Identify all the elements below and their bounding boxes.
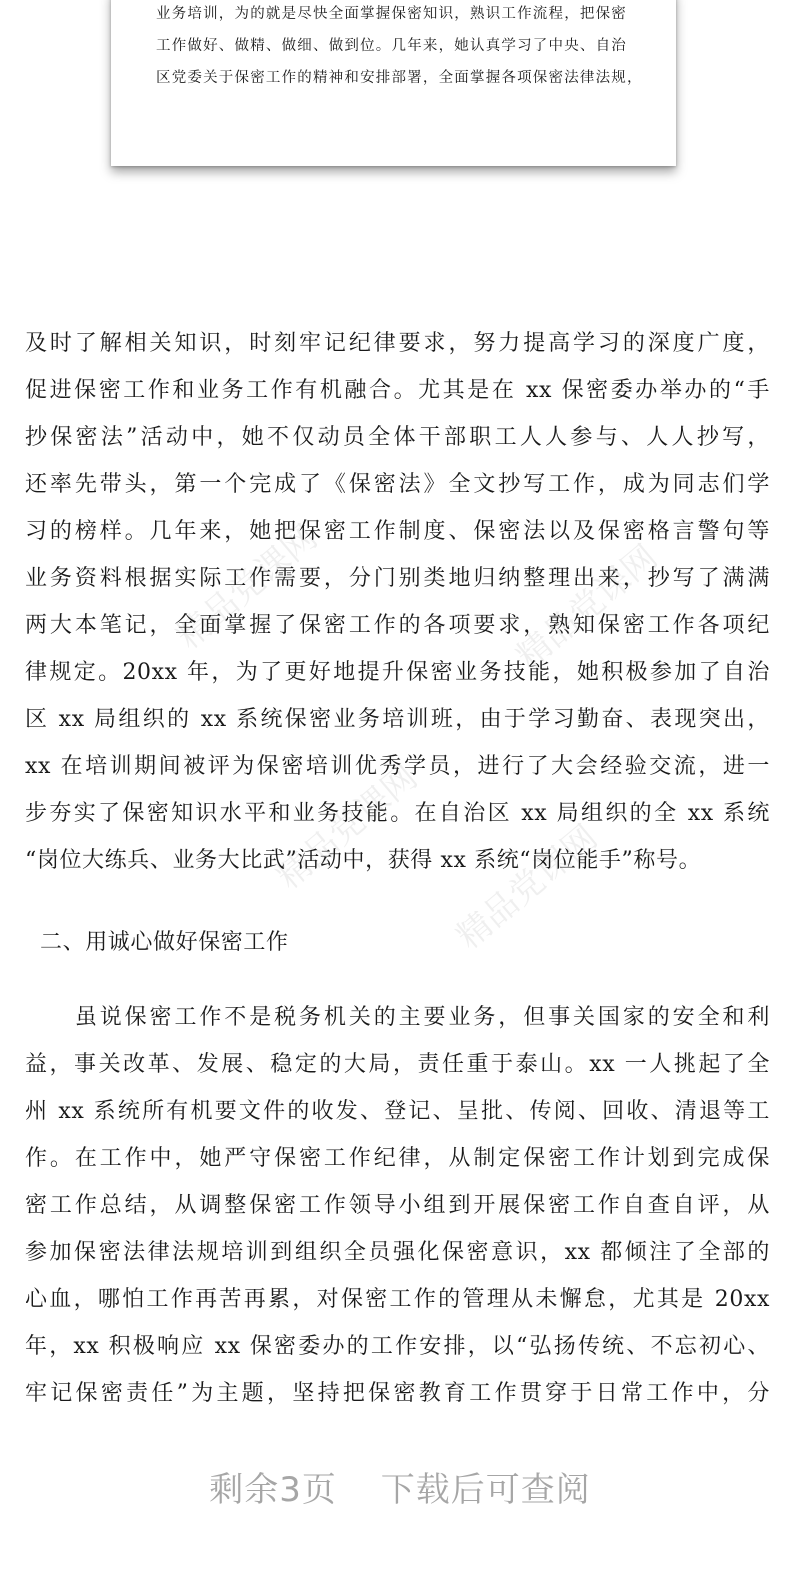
body-line: 参加保密法律法规培训到组织全员强化保密意识，xx 都倾注了全部的 bbox=[25, 1240, 770, 1265]
preview-line: 工作做好、做精、做细、做到位。几年来，她认真学习了中央、自治 bbox=[156, 38, 627, 54]
body-line: 牢记保密责任”为主题，坚持把保密教育工作贯穿于日常工作中，分 bbox=[25, 1381, 770, 1406]
watermark: 精品党课网 bbox=[269, 757, 426, 898]
body-line: 益，事关改革、发展、稳定的大局，责任重于泰山。xx 一人挑起了全 bbox=[25, 1052, 770, 1077]
body-line: 州 xx 系统所有机要文件的收发、登记、呈批、传阅、回收、清退等工 bbox=[25, 1099, 770, 1124]
preview-line: 业务培训，为的就是尽快全面掌握保密知识，熟识工作流程，把保密 bbox=[156, 6, 627, 22]
body-line: 还率先带头，第一个完成了《保密法》全文抄写工作，成为同志们学 bbox=[25, 472, 770, 497]
page-preview-card bbox=[111, 0, 676, 166]
body-line: 习的榜样。几年来，她把保密工作制度、保密法以及保密格言警句等 bbox=[25, 519, 770, 544]
body-line: 密工作总结，从调整保密工作领导小组到开展保密工作自查自评，从 bbox=[25, 1193, 770, 1218]
body-line: 抄保密法”活动中，她不仅动员全体干部职工人人参与、人人抄写， bbox=[25, 425, 770, 450]
download-prompt-banner[interactable] bbox=[0, 1455, 800, 1525]
body-line: 步夯实了保密知识水平和业务技能。在自治区 xx 局组织的全 xx 系统 bbox=[25, 801, 770, 826]
remaining-pages-text: 剩余3页 bbox=[209, 1470, 337, 1510]
watermark: 精品党课网 bbox=[509, 537, 666, 678]
body-line: “岗位大练兵、业务大比武”活动中，获得 xx 系统“岗位能手”称号。 bbox=[25, 848, 702, 873]
body-line: 作。在工作中，她严守保密工作纪律，从制定保密工作计划到完成保 bbox=[25, 1146, 770, 1171]
watermark: 精品党课网 bbox=[449, 817, 606, 958]
download-to-view-link[interactable]: 下载后可查阅 bbox=[380, 1470, 591, 1510]
body-line: 及时了解相关知识，时刻牢记纪律要求，努力提高学习的深度广度， bbox=[25, 331, 770, 356]
body-line: 年，xx 积极响应 xx 保密委办的工作安排，以“弘扬传统、不忘初心、 bbox=[25, 1334, 770, 1359]
body-line: 促进保密工作和业务工作有机融合。尤其是在 xx 保密委办举办的“手 bbox=[25, 378, 770, 403]
body-line: 虽说保密工作不是税务机关的主要业务，但事关国家的安全和利 bbox=[25, 1005, 770, 1030]
preview-line: 区党委关于保密工作的精神和安排部署，全面掌握各项保密法律法规， bbox=[156, 70, 643, 86]
section-heading: 二、用诚心做好保密工作 bbox=[40, 930, 289, 955]
body-line: 心血，哪怕工作再苦再累，对保密工作的管理从未懈怠，尤其是 20xx bbox=[25, 1287, 770, 1312]
body-line: 律规定。20xx 年，为了更好地提升保密业务技能，她积极参加了自治 bbox=[25, 660, 770, 685]
body-line: xx 在培训期间被评为保密培训优秀学员，进行了大会经验交流，进一 bbox=[25, 754, 770, 779]
body-line: 两大本笔记，全面掌握了保密工作的各项要求，熟知保密工作各项纪 bbox=[25, 613, 770, 638]
body-line: 区 xx 局组织的 xx 系统保密业务培训班，由于学习勤奋、表现突出， bbox=[25, 707, 770, 732]
body-line: 业务资料根据实际工作需要，分门别类地归纳整理出来，抄写了满满 bbox=[25, 566, 770, 591]
watermark: 精品党课网 bbox=[169, 517, 326, 658]
